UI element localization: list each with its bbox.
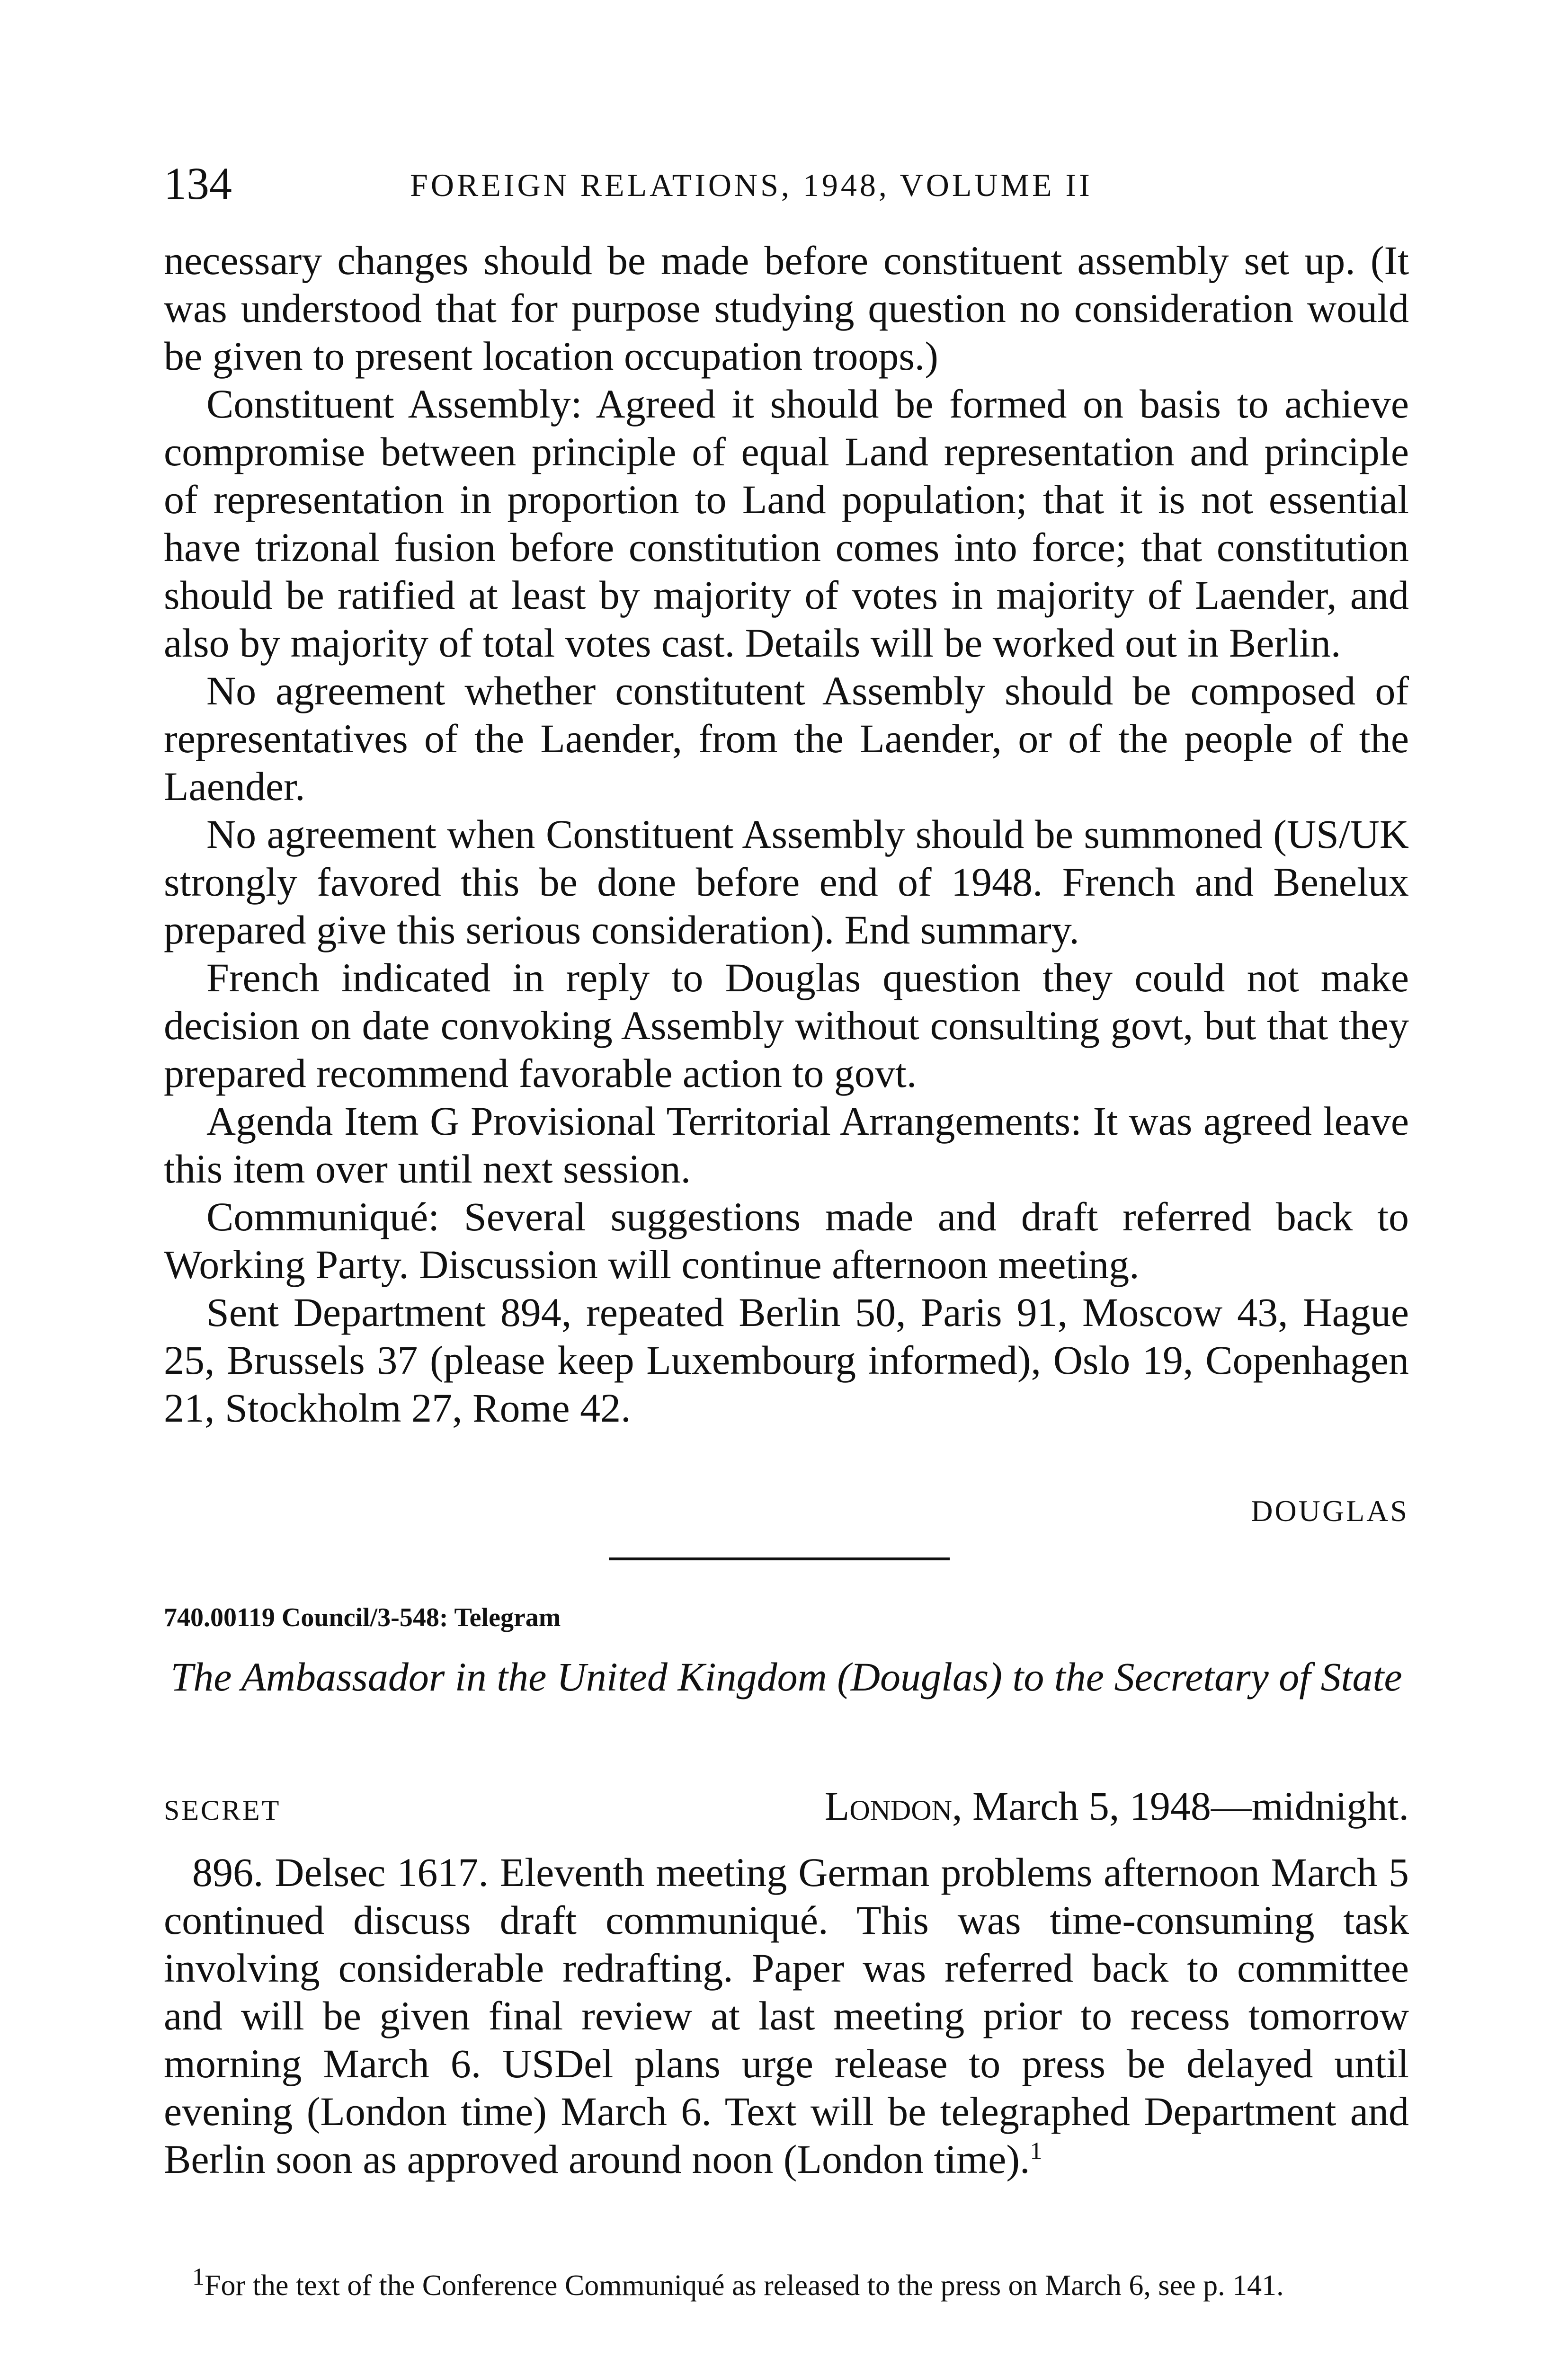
paragraph: necessary changes should be made before constituent assembly set up. (It was understood that for purpose studying question no consideration would be given to present location occupation troops.): [164, 238, 1409, 379]
document-page: [164, 0, 1409, 2367]
document-title: The Ambassador in the United Kingdom (Douglas) to the Secretary of State: [170, 1654, 1402, 1700]
paragraph: Sent Department 894, repeated Berlin 50, Paris 91, Moscow 43, Hague 25, Brussels 37 (please keep Luxembourg informed), Oslo 19, Copenhagen 21, Stockholm 27, Rome 42.: [164, 1290, 1409, 1431]
paragraph: [164, 1849, 1409, 2183]
place-date: [825, 1782, 1409, 1830]
body-text: [164, 237, 1409, 1432]
telegram-text: [164, 1849, 1409, 2183]
footnote-reference: 1: [1030, 2137, 1042, 2165]
footnote-text: For the text of the Conference Communiqué as released to the press on March 6, see p. 141.: [205, 2269, 1284, 2302]
paragraph: Communiqué: Several suggestions made and draft referred back to Working Party. Discussion will continue afternoon meeting.: [164, 1194, 1409, 1287]
signature: DOUGLAS: [1251, 1494, 1409, 1528]
footnote-marker: 1: [192, 2263, 205, 2291]
classification: SECRET: [164, 1795, 281, 1826]
place: London: [824, 1783, 952, 1829]
running-head: [164, 157, 1409, 209]
running-title: FOREIGN RELATIONS, 1948, VOLUME II: [410, 167, 1093, 203]
paragraph: French indicated in reply to Douglas question they could not make decision on date convoking Assembly without consulting govt, but that they prepared recommend favorable action to govt.: [164, 955, 1409, 1096]
date: , March 5, 1948—midnight.: [952, 1783, 1409, 1829]
telegram-body: 896. Delsec 1617. Eleventh meeting German problems afternoon March 5 continued discuss draft communiqué. This was time-consuming task involving considerable redrafting. Paper was referred back to committee and will be given final review at last meeting prior to recess tomorrow morning March 6. USDel plans urge release to press be delayed until evening (London time) March 6. Text will be telegraphed Department and Berlin soon as approved around noon (London time).: [164, 1850, 1409, 2182]
section-separator: [609, 1557, 950, 1560]
page-number: 134: [164, 158, 232, 209]
paragraph: Constituent Assembly: Agreed it should be formed on basis to achieve compromise between principle of equal Land representation and principle of representation in proportion to Land population; that it is not essential have trizonal fusion before constitution comes into force; that constitution should be ratified at least by majority of votes in majority of Laender, and also by majority of total votes cast. Details will be worked out in Berlin.: [164, 381, 1409, 666]
footnote: [164, 2263, 1409, 2304]
file-reference: 740.00119 Council/3-548: Telegram: [164, 1603, 561, 1632]
paragraph: No agreement when Constituent Assembly should be summoned (US/UK strongly favored this be done before end of 1948. French and Benelux prepared give this serious consideration). End summary.: [164, 811, 1409, 952]
paragraph: No agreement whether constitutent Assembly should be composed of representatives of the Laender, from the Laender, or of the people of the Laender.: [164, 668, 1409, 809]
paragraph: Agenda Item G Provisional Territorial Arrangements: It was agreed leave this item over until next session.: [164, 1098, 1409, 1192]
